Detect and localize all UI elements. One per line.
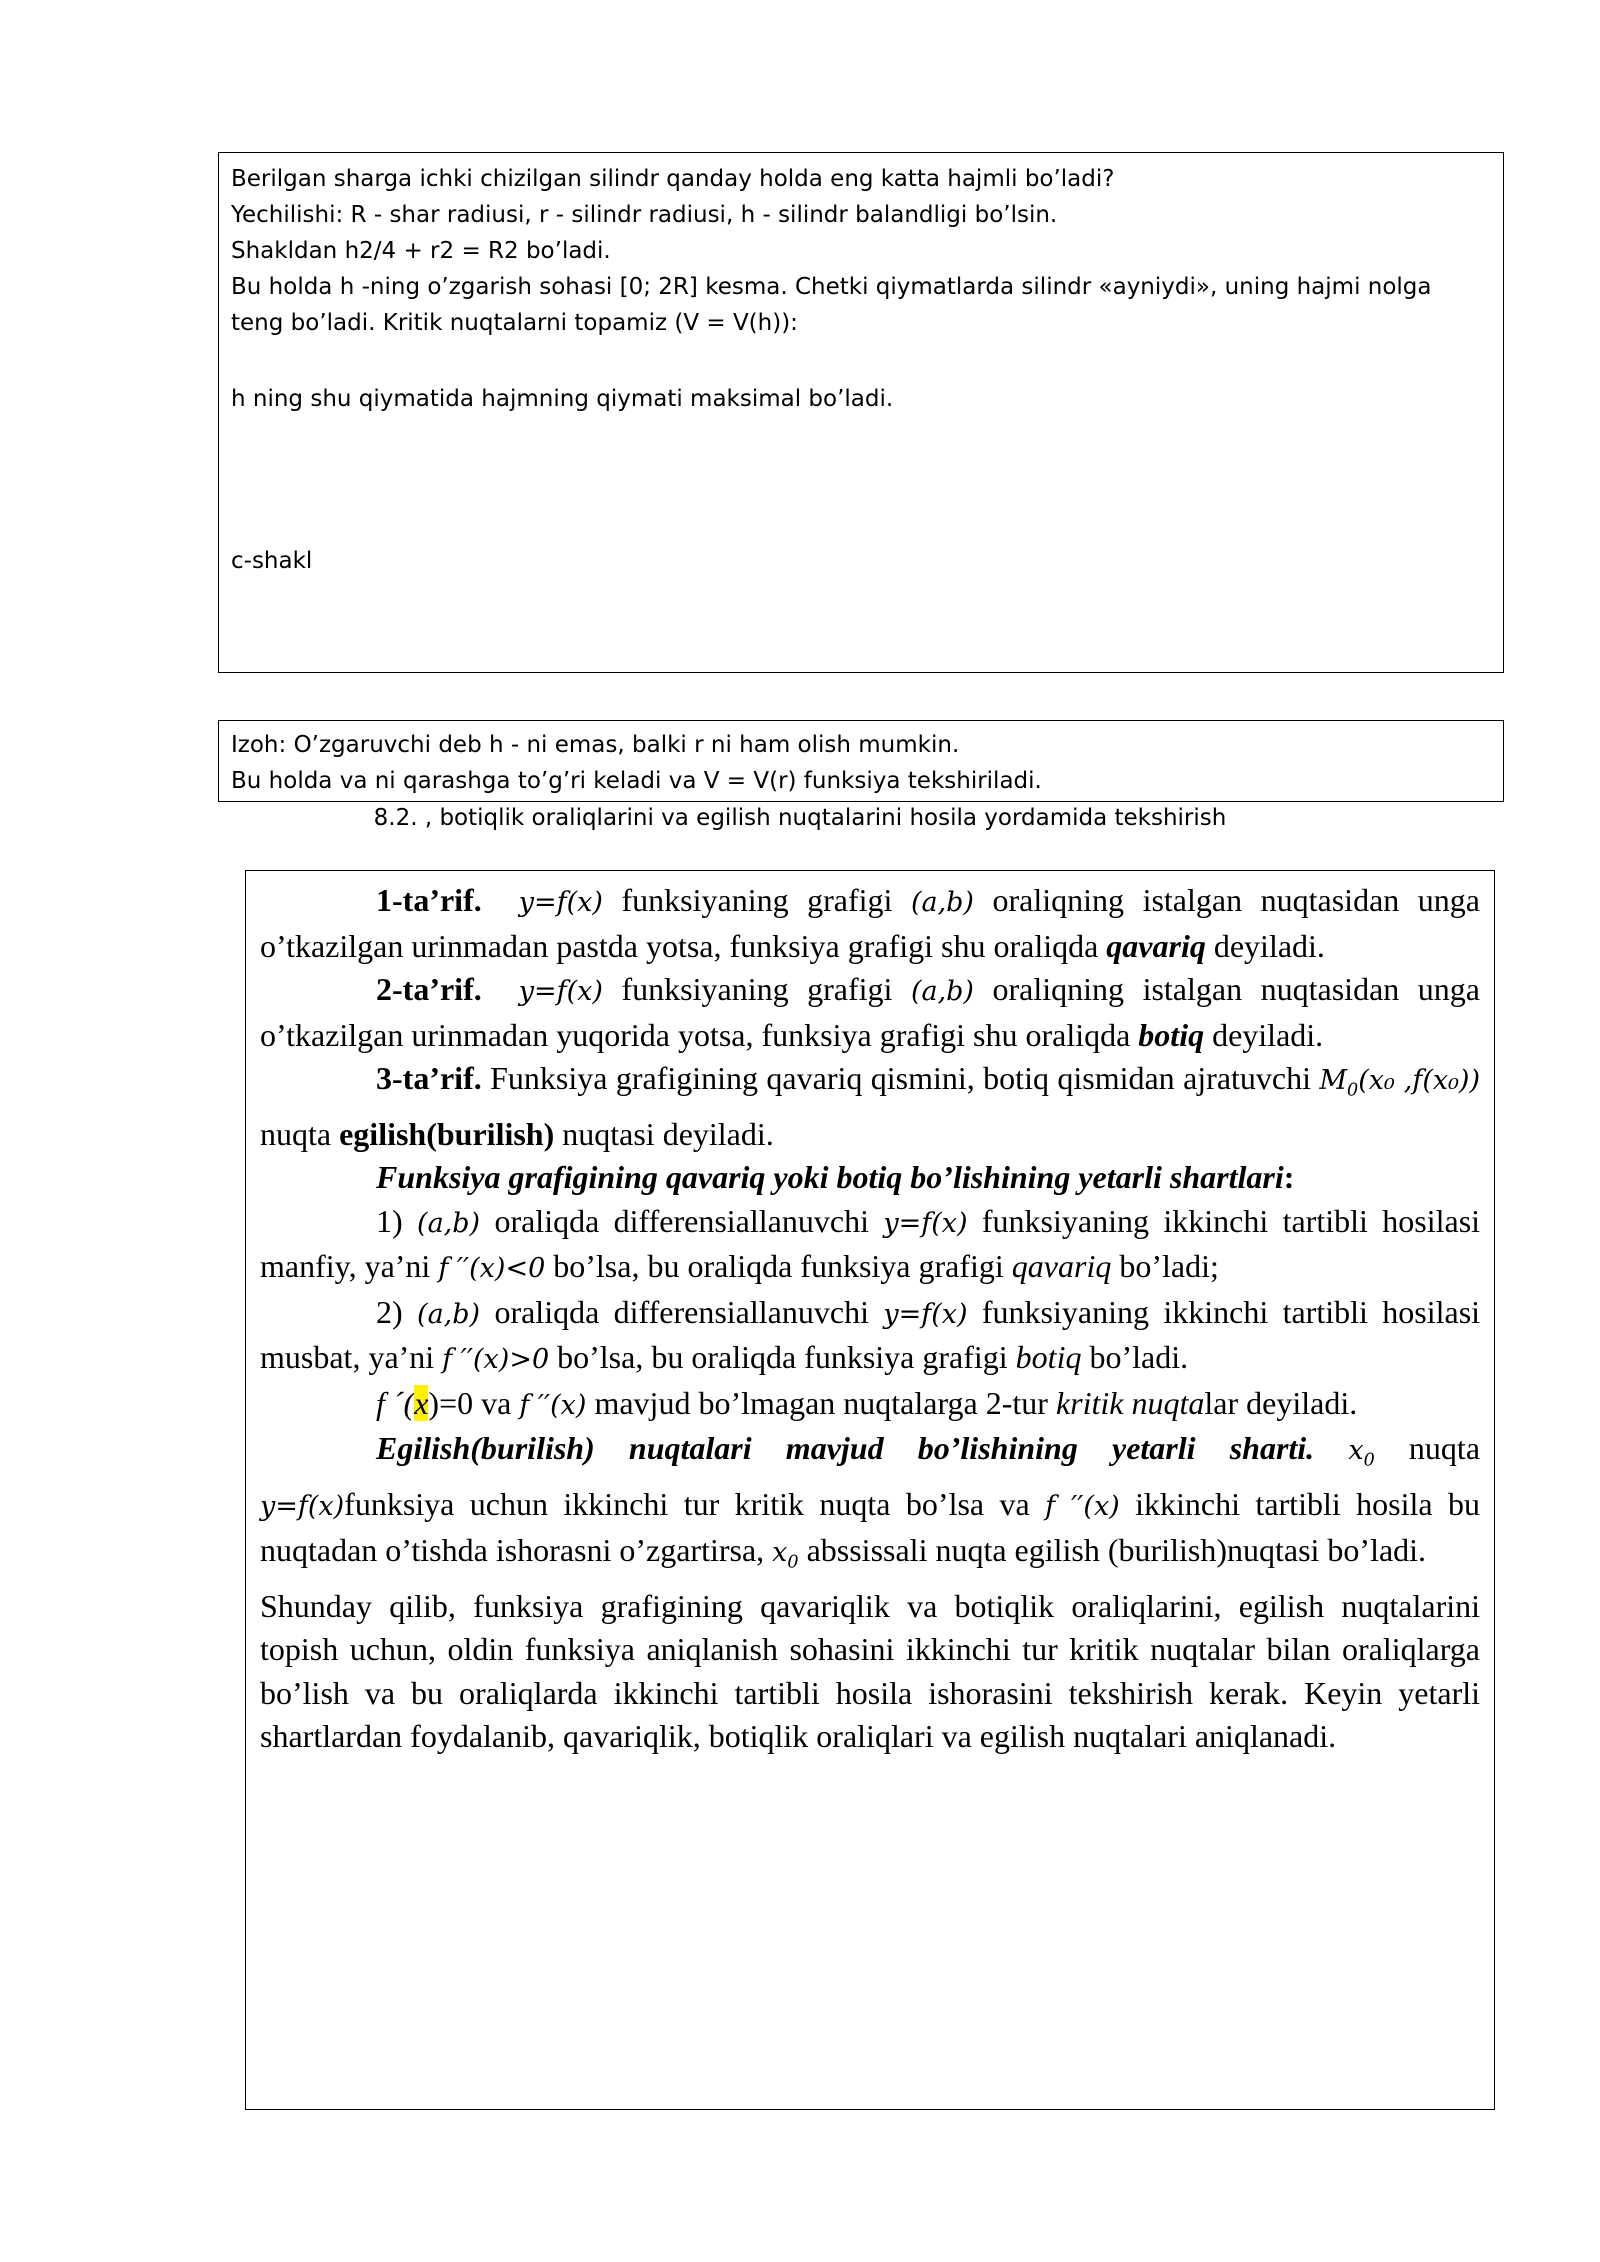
definitions-box	[245, 870, 1495, 2110]
definition-1: 1-ta’rif. y=f(x) funksiyaning grafigi (a,b) oraliqning istalgan nuqtasidan unga o’tkazilgan urinmadan pastda yotsa, funksiya grafigi shu oraliqda qavariq deyiladi.	[260, 882, 1480, 964]
figure-caption: c-shakl	[231, 548, 313, 574]
problem-conclusion: h ning shu qiymatida hajmning qiymati maksimal bo’ladi.	[231, 386, 894, 412]
definition-3: 3-ta’rif. Funksiya grafigining qavariq qismini, botiq qismidan ajratuvchi $M_0(x_0$ ,f(x₀)) nuqta egilish(burilish) nuqtasi deyiladi.	[260, 1060, 1480, 1152]
critical-points: f ´(x)=0 va f ′′(x) mavjud bo’lmagan nuqtalarga 2-tur kritik nuqtalar deyiladi.	[376, 1384, 1358, 1421]
problem-domain: Bu holda h -ning o’zgarish sohasi [0; 2R] kesma. Chetki qiymatlarda silindr «ayniydi», uning hajmi nolga teng bo’ladi. Kritik nuqtalarni topamiz (V = V(h)):	[231, 274, 1432, 336]
summary-paragraph: Shunday qilib, funksiya grafigining qavariqlik va botiqlik oraliqlarini, egilish nuqtalarini topish uchun, oldin funksiya aniqlanish sohasini ikkinchi tur kritik nuqtalar bilan oraliqlarga bo’lish va bu oraliqlarda ikkinchi tartibli hosila ishorasini tekshirish kerak. Keyin yetarli shartlardan foydalanib, qavariqlik, botiqlik oraliqlari va egilish nuqtalari aniqlanadi.	[260, 1587, 1480, 1755]
note-line-1: Izoh: O’zgaruvchi deb h - ni emas, balki r ni ham olish mumkin.	[231, 732, 960, 758]
condition-2: 2) (a,b) oraliqda differensiallanuvchi y=f(x) funksiyaning ikkinchi tartibli hosilasi musbat, ya’ni f ′′(x)>0 bo’lsa, bu oraliqda funksiya grafigi botiq bo’ladi.	[260, 1293, 1481, 1376]
problem-box	[218, 152, 1504, 673]
inflection-condition: Egilish(burilish) nuqtalari mavjud bo’lishining yetarli sharti. $x_0$ nuqta y=f(x)funksiya uchun ikkinchi tur kritik nuqta bo’lsa va f ′′(x) ikkinchi tartibli hosila bu nuqtadan o’tishda ishorasni o’zgartirsa, $x_0$ abssissali nuqta egilish (burilish)nuqtasi bo’ladi.	[260, 1430, 1481, 1573]
problem-solution: Yechilishi: R - shar radiusi, r - silindr radiusi, h - silindr balandligi bo’lsin.	[231, 202, 1058, 228]
conditions-title: Funksiya grafigining qavariq yoki botiq bo’lishining yetarli shartlari:	[376, 1159, 1295, 1196]
problem-relation: Shakldan h2/4 + r2 = R2 bo’ladi.	[231, 238, 611, 264]
note-line-2: Bu holda va ni qarashga to’g’ri keladi va V = V(r) funksiya tekshiriladi.	[231, 768, 1042, 794]
highlighted-x: x	[414, 1384, 429, 1421]
condition-1: 1) (a,b) oraliqda differensiallanuvchi y=f(x) funksiyaning ikkinchi tartibli hosilasi manfiy, ya’ni f ′′(x)<0 bo’lsa, bu oraliqda funksiya grafigi qavariq bo’ladi;	[260, 1202, 1481, 1285]
definition-2: 2-ta’rif. y=f(x) funksiyaning grafigi (a,b) oraliqning istalgan nuqtasidan unga o’tkazilgan urinmadan yuqorida yotsa, funksiya grafigi shu oraliqda botiq deyiladi.	[260, 971, 1480, 1053]
note-box	[218, 720, 1504, 802]
section-heading: 8.2. , botiqlik oraliqlarini va egilish nuqtalarini hosila yordamida tekshirish	[373, 805, 1227, 831]
problem-question: Berilgan sharga ichki chizilgan silindr qanday holda eng katta hajmli bo’ladi?	[231, 166, 1115, 192]
